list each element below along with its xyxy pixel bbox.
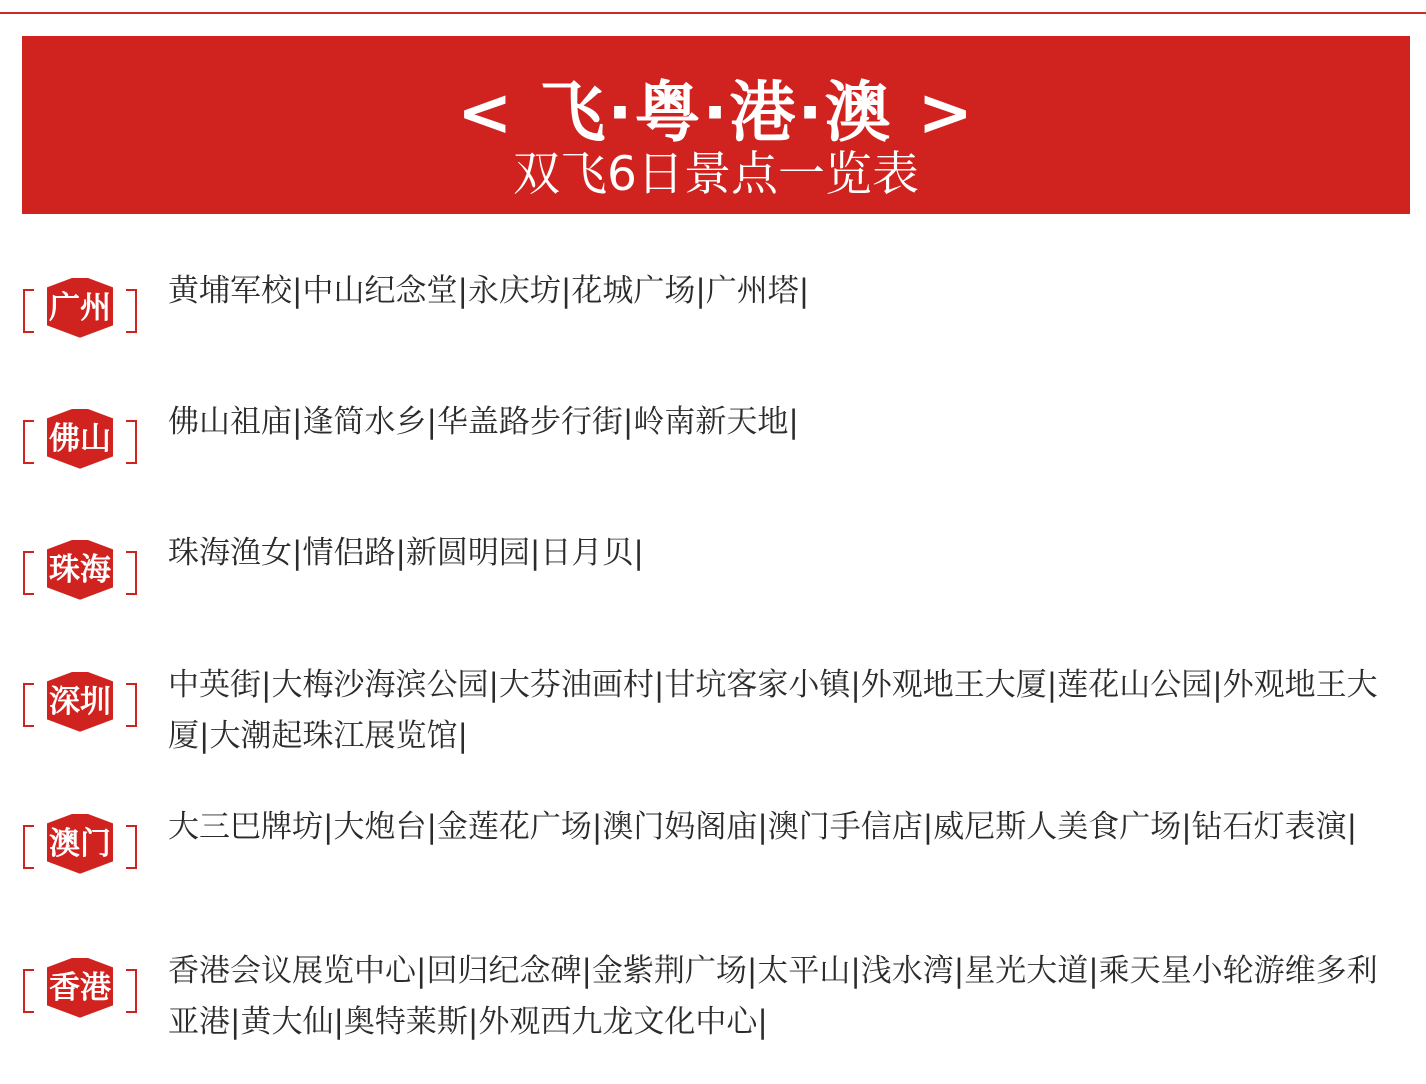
- region-name: 广州: [49, 290, 111, 326]
- region-badge: [22, 814, 138, 874]
- region-name: 香港: [49, 970, 111, 1006]
- page-subtitle: 双飞6日景点一览表: [513, 147, 919, 202]
- region-badge: [22, 409, 138, 469]
- region-name: 佛山: [49, 421, 111, 457]
- region-spots: 黄埔军校|中山纪念堂|永庆坊|花城广场|广州塔|: [168, 273, 810, 309]
- region-spots: 佛山祖庙|逢简水乡|华盖路步行街|岭南新天地|: [168, 404, 799, 440]
- region-badge: [22, 958, 138, 1018]
- region-spots: 香港会议展览中心|回归纪念碑|金紫荆广场|太平山|浅水湾|星光大道|乘天星小轮游维多利亚港|黄大仙|奥特莱斯|外观西九龙文化中心|: [168, 953, 1378, 1040]
- region-badge: [22, 672, 138, 732]
- region-spots: 大三巴牌坊|大炮台|金莲花广场|澳门妈阁庙|澳门手信店|威尼斯人美食广场|钻石灯表演|: [168, 809, 1358, 845]
- region-spots: 中英街|大梅沙海滨公园|大芬油画村|甘坑客家小镇|外观地王大厦|莲花山公园|外观地王大厦|大潮起珠江展览馆|: [168, 667, 1378, 754]
- region-name: 珠海: [49, 552, 111, 588]
- top-divider: [0, 12, 1426, 14]
- region-badge: [22, 278, 138, 338]
- region-badge: [22, 540, 138, 600]
- header-banner: [22, 36, 1410, 214]
- region-name: 深圳: [49, 684, 111, 720]
- page-title: < 飞·粤·港·澳 >: [457, 74, 975, 151]
- region-spots: 珠海渔女|情侣路|新圆明园|日月贝|: [168, 535, 644, 571]
- region-name: 澳门: [49, 826, 111, 862]
